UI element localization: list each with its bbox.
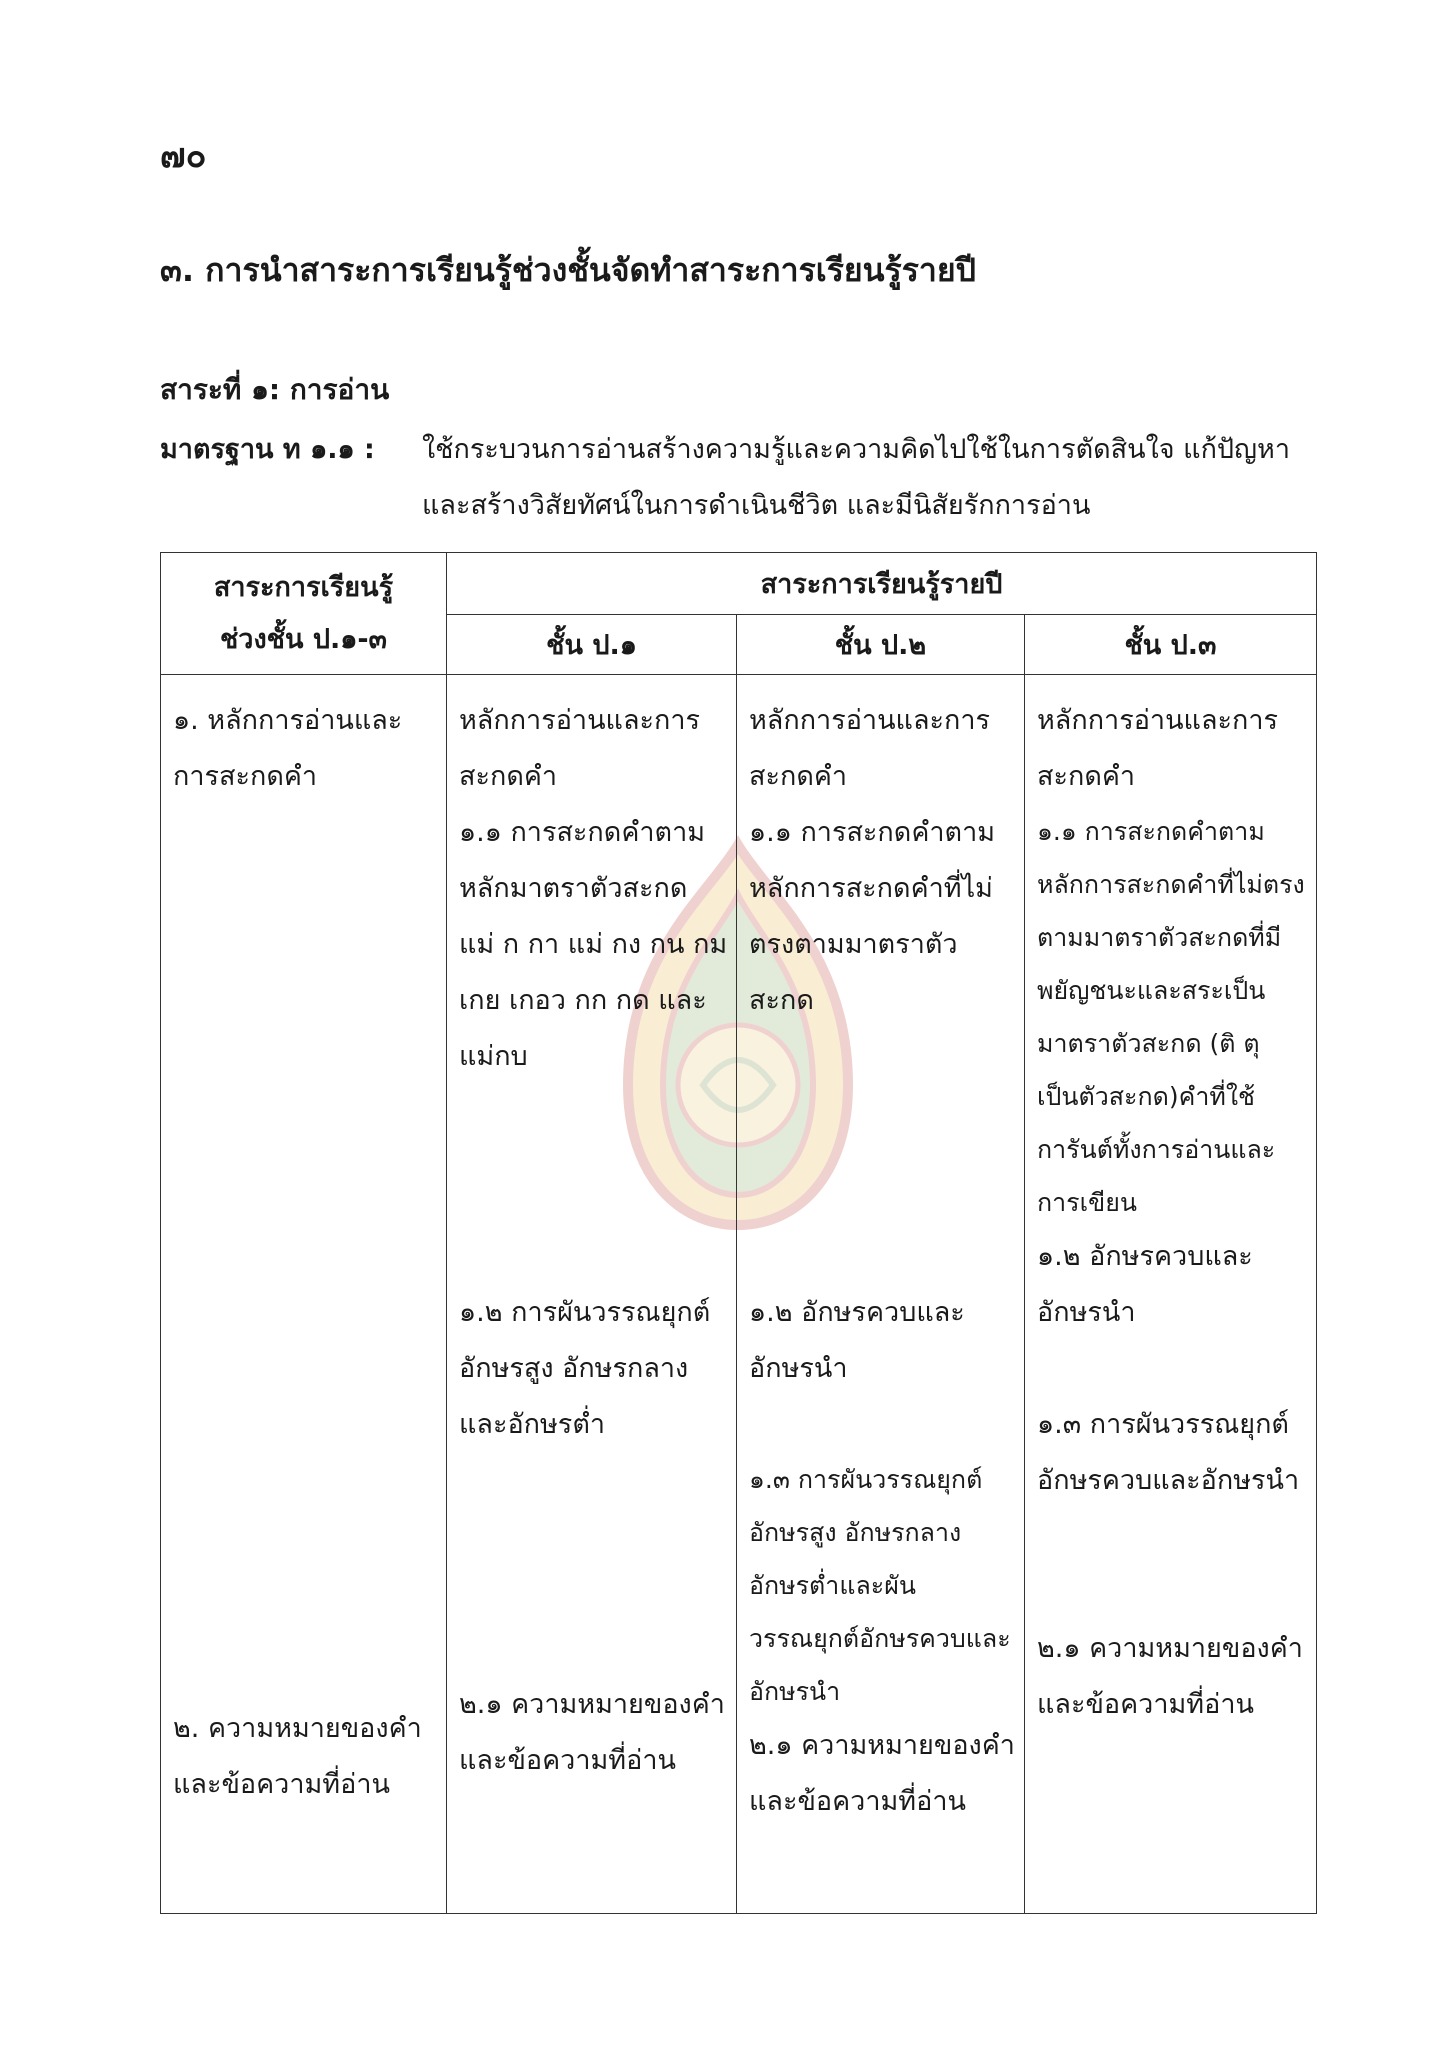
header-strand bbox=[161, 553, 447, 675]
cell-grade-3-content bbox=[1025, 675, 1317, 1914]
curriculum-table bbox=[160, 552, 1317, 1914]
header-grade-3: ชั้น ป.๓ bbox=[1025, 615, 1317, 675]
g2-item-1-1: ๑.๑ การสะกดคำตามหลักการสะกดคำที่ไม่ตรงตามมาตราตัวสะกด bbox=[749, 817, 996, 1016]
header-yearly: สาระการเรียนรู้รายปี bbox=[447, 553, 1317, 615]
header-strand-line1: สาระการเรียนรู้ bbox=[213, 571, 394, 603]
g2-item-2-1: ๒.๑ ความหมายของคำและข้อความที่อ่าน bbox=[749, 1730, 1015, 1817]
standard-text: ใช้กระบวนการอ่านสร้างความรู้และความคิดไปใช้ในการตัดสินใจ แก้ปัญหาและสร้างวิสัยทัศน์ในการดำเนินชีวิต และมีนิสัยรักการอ่าน bbox=[422, 434, 1291, 521]
page-number: ๗๐ bbox=[160, 136, 207, 176]
g2-item-1-3: ๑.๓ การผันวรรณยุกต์ อักษรสูง อักษรกลาง อักษรต่ำและผันวรรณยุกต์อักษรควบและอักษรนำ bbox=[749, 1465, 1011, 1706]
header-grade-1: ชั้น ป.๑ bbox=[447, 615, 737, 675]
g3-heading: หลักการอ่านและการสะกดคำ bbox=[1037, 705, 1278, 792]
g1-heading: หลักการอ่านและการสะกดคำ bbox=[459, 705, 700, 792]
table-row bbox=[161, 675, 1317, 1914]
cell-strand-content bbox=[161, 675, 447, 1914]
strand-item-2: ๒. ความหมายของคำและข้อความที่อ่าน bbox=[173, 1713, 422, 1800]
g3-item-2-1: ๒.๑ ความหมายของคำและข้อความที่อ่าน bbox=[1037, 1633, 1303, 1720]
cell-grade-2-content bbox=[737, 675, 1025, 1914]
standard-label: มาตรฐาน ท ๑.๑ : bbox=[160, 434, 375, 465]
header-grade-2: ชั้น ป.๒ bbox=[737, 615, 1025, 675]
section-title: ๓. การนำสาระการเรียนรู้ช่วงชั้นจัดทำสาระการเรียนรู้รายปี bbox=[160, 251, 976, 289]
header-strand-line2: ช่วงชั้น ป.๑-๓ bbox=[219, 623, 388, 655]
g1-item-2-1: ๒.๑ ความหมายของคำและข้อความที่อ่าน bbox=[459, 1689, 725, 1776]
g3-item-1-1: ๑.๑ การสะกดคำตามหลักการสะกดคำที่ไม่ตรงตามมาตราตัวสะกดที่มีพยัญชนะและสระเป็นมาตราตัวสะกด (ติ ตุ เป็นตัวสะกด)คำที่ใช้การันต์ทั้งการอ่านและการเขียน bbox=[1037, 817, 1305, 1217]
g3-item-1-3: ๑.๓ การผันวรรณยุกต์อักษรควบและอักษรนำ bbox=[1037, 1409, 1300, 1496]
cell-grade-1-content bbox=[447, 675, 737, 1914]
g1-item-1-1: ๑.๑ การสะกดคำตามหลักมาตราตัวสะกด แม่ ก กา แม่ กง กน กม เกย เกอว กก กด และแม่กบ bbox=[459, 817, 728, 1072]
strand-title: สาระที่ ๑: การอ่าน bbox=[160, 373, 390, 406]
g1-item-1-2: ๑.๒ การผันวรรณยุกต์ อักษรสูง อักษรกลาง และอักษรต่ำ bbox=[459, 1297, 711, 1440]
g2-item-1-2: ๑.๒ อักษรควบและอักษรนำ bbox=[749, 1297, 965, 1384]
strand-item-1: ๑. หลักการอ่านและการสะกดคำ bbox=[173, 705, 403, 792]
g2-heading: หลักการอ่านและการสะกดคำ bbox=[749, 705, 990, 792]
g3-item-1-2: ๑.๒ อักษรควบและอักษรนำ bbox=[1037, 1241, 1253, 1328]
